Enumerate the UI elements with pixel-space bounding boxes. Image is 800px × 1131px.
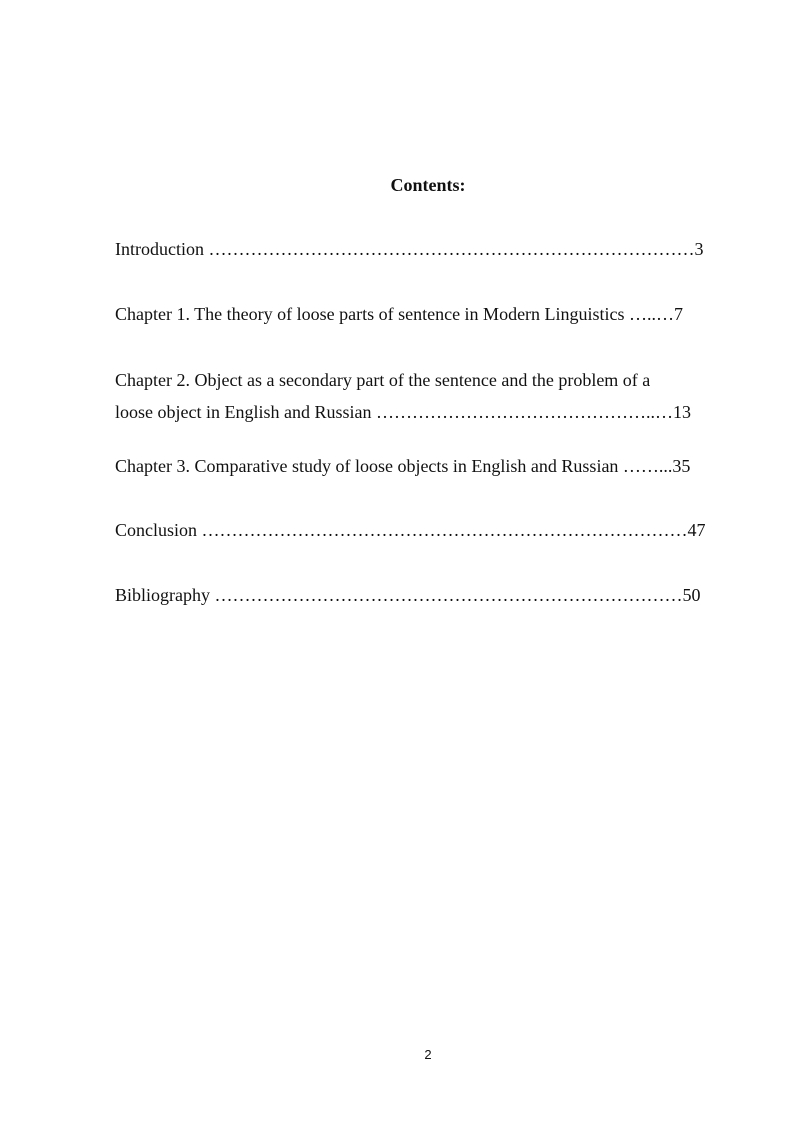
toc-entry-chapter-1: [115, 303, 683, 325]
toc-entry-text: Bibliography ……………………………………………………………………50: [115, 585, 701, 605]
toc-entry-text: Chapter 3. Comparative study of loose objects in English and Russian ……...35: [115, 456, 691, 476]
page-number: 2: [424, 1047, 432, 1062]
toc-entry-chapter-2-line-2: [115, 401, 691, 423]
toc-entry-introduction: [115, 238, 703, 260]
toc-entry-text: loose object in English and Russian ………………………………………..…13: [115, 402, 691, 422]
toc-entry-chapter-2-line-1: [115, 369, 650, 391]
contents-title: Contents:: [390, 175, 466, 195]
toc-entry-text: Conclusion ………………………………………………………………………47: [115, 520, 706, 540]
toc-entry-text: Chapter 2. Object as a secondary part of the sentence and the problem of a: [115, 370, 651, 390]
toc-entry-text: Introduction ………………………………………………………………………3: [115, 239, 704, 259]
toc-entry-conclusion: [115, 519, 706, 541]
toc-entry-text: Chapter 1. The theory of loose parts of sentence in Modern Linguistics …..…7: [115, 304, 684, 324]
toc-entry-chapter-3: [115, 455, 690, 477]
toc-entry-bibliography: [115, 584, 701, 606]
